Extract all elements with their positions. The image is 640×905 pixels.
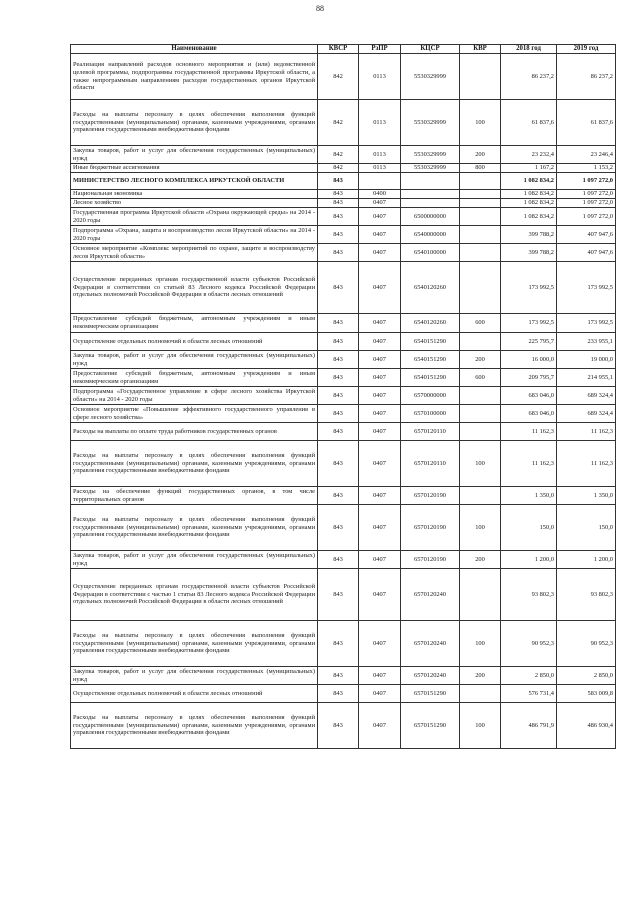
row-amount-2018: 90 952,3: [501, 621, 557, 667]
row-rzpr: 0113: [359, 164, 401, 173]
row-amount-2019: 1 350,0: [557, 487, 616, 505]
row-rzpr: 0113: [359, 100, 401, 146]
row-kcsr: 6540120260: [401, 262, 460, 314]
row-kcsr: 6570120190: [401, 505, 460, 551]
row-kvsr: 843: [318, 173, 359, 190]
row-amount-2019: 11 162,3: [557, 423, 616, 441]
row-amount-2019: 486 930,4: [557, 703, 616, 749]
row-rzpr: 0113: [359, 54, 401, 100]
table-row: [71, 262, 616, 314]
row-amount-2019: 61 837,6: [557, 100, 616, 146]
row-kvr: [460, 685, 501, 703]
row-name: Осуществление отдельных полномочий в области лесных отношений: [71, 685, 318, 703]
row-amount-2019: 583 009,8: [557, 685, 616, 703]
table-row: [71, 703, 616, 749]
row-rzpr: 0407: [359, 667, 401, 685]
row-kvr: 200: [460, 667, 501, 685]
row-amount-2018: 1 167,2: [501, 164, 557, 173]
header-name: Наименование: [71, 45, 318, 54]
row-kvr: 200: [460, 146, 501, 164]
row-kvr: 100: [460, 100, 501, 146]
row-name: Расходы на выплаты персоналу в целях обеспечения выполнения функций государственными (муниципальными) органами, казенными учреждениями, органами управления государственными внебюджетными фондами: [71, 100, 318, 146]
row-kvsr: 843: [318, 208, 359, 226]
row-kvsr: 843: [318, 487, 359, 505]
row-amount-2019: 407 947,6: [557, 244, 616, 262]
row-amount-2018: 209 795,7: [501, 369, 557, 387]
row-name: Лесное хозяйство: [71, 199, 318, 208]
row-amount-2018: 1 350,0: [501, 487, 557, 505]
row-kvr: [460, 262, 501, 314]
table-row: [71, 351, 616, 369]
budget-table: [70, 44, 616, 749]
row-amount-2018: 2 850,0: [501, 667, 557, 685]
table-row: [71, 146, 616, 164]
row-kvsr: 842: [318, 146, 359, 164]
row-kcsr: 6540151290: [401, 369, 460, 387]
header-kvr: КВР: [460, 45, 501, 54]
row-name: Закупка товаров, работ и услуг для обеспечения государственных (муниципальных) нужд: [71, 667, 318, 685]
table-row: [71, 621, 616, 667]
row-amount-2019: 214 955,1: [557, 369, 616, 387]
row-kcsr: 6540100000: [401, 244, 460, 262]
row-name: Государственная программа Иркутской области «Охрана окружающей среды» на 2014 - 2020 годы: [71, 208, 318, 226]
table-header-row: [71, 45, 616, 54]
table-row: [71, 369, 616, 387]
row-kvr: [460, 173, 501, 190]
row-amount-2019: 1 153,2: [557, 164, 616, 173]
row-kcsr: 5530329999: [401, 54, 460, 100]
row-name: Закупка товаров, работ и услуг для обеспечения государственных (муниципальных) нужд: [71, 551, 318, 569]
row-amount-2018: 23 232,4: [501, 146, 557, 164]
row-kvsr: 843: [318, 441, 359, 487]
row-kvsr: 843: [318, 685, 359, 703]
row-kvr: [460, 405, 501, 423]
row-name: Расходы на выплаты персоналу в целях обеспечения выполнения функций государственными (муниципальными) органами, казенными учреждениями, органами управления государственными внебюджетными фондами: [71, 441, 318, 487]
row-amount-2018: 1 082 834,2: [501, 208, 557, 226]
row-rzpr: 0407: [359, 387, 401, 405]
row-amount-2019: 1 097 272,0: [557, 190, 616, 199]
table-row: [71, 314, 616, 333]
table-row: [71, 173, 616, 190]
row-kcsr: 6570120190: [401, 487, 460, 505]
row-kvsr: 843: [318, 621, 359, 667]
row-kcsr: [401, 199, 460, 208]
row-rzpr: 0407: [359, 621, 401, 667]
row-name: Подпрограмма «Охрана, защита и воспроизводство лесов Иркутской области» на 2014 - 2020 годы: [71, 226, 318, 244]
row-amount-2019: 2 850,0: [557, 667, 616, 685]
row-name: Закупка товаров, работ и услуг для обеспечения государственных (муниципальных) нужд: [71, 351, 318, 369]
row-rzpr: 0407: [359, 703, 401, 749]
row-kvr: 100: [460, 703, 501, 749]
row-kcsr: 6570000000: [401, 387, 460, 405]
row-kcsr: 5530329999: [401, 164, 460, 173]
row-kvsr: 843: [318, 226, 359, 244]
page-number: 88: [316, 4, 324, 13]
row-kcsr: 6570120110: [401, 441, 460, 487]
row-amount-2018: 1 082 834,2: [501, 199, 557, 208]
row-rzpr: 0407: [359, 369, 401, 387]
row-name: Осуществление переданных органам государственной власти субъектов Российской Федерации в соответствии со статьей 83 Лесного кодекса Российской Федерации отдельных полномочий Российской Федерации в области лесных отношений: [71, 262, 318, 314]
row-kcsr: 6570120240: [401, 621, 460, 667]
row-rzpr: 0113: [359, 146, 401, 164]
row-kvr: 600: [460, 369, 501, 387]
row-amount-2018: 1 082 834,2: [501, 190, 557, 199]
row-rzpr: 0407: [359, 569, 401, 621]
table-row: [71, 387, 616, 405]
row-rzpr: 0407: [359, 333, 401, 351]
table-row: [71, 226, 616, 244]
table-row: [71, 423, 616, 441]
row-kvr: [460, 333, 501, 351]
row-name: МИНИСТЕРСТВО ЛЕСНОГО КОМПЛЕКСА ИРКУТСКОЙ ОБЛАСТИ: [71, 173, 318, 190]
row-name: Основное мероприятие «Повышение эффективного государственного управления в сфере лесного хозяйства»: [71, 405, 318, 423]
row-amount-2018: 399 788,2: [501, 226, 557, 244]
table-row: [71, 685, 616, 703]
row-kvsr: 843: [318, 244, 359, 262]
row-kvsr: 843: [318, 667, 359, 685]
row-kvsr: 843: [318, 505, 359, 551]
row-kcsr: 6570120240: [401, 569, 460, 621]
row-rzpr: 0407: [359, 314, 401, 333]
row-amount-2018: 399 788,2: [501, 244, 557, 262]
row-rzpr: [359, 173, 401, 190]
row-kvr: [460, 569, 501, 621]
row-kcsr: 5530329999: [401, 146, 460, 164]
row-kvr: [460, 199, 501, 208]
row-rzpr: 0407: [359, 405, 401, 423]
row-amount-2019: 173 992,5: [557, 262, 616, 314]
row-kvsr: 843: [318, 405, 359, 423]
row-kcsr: 6570120240: [401, 667, 460, 685]
row-amount-2019: 689 324,4: [557, 405, 616, 423]
row-rzpr: 0407: [359, 262, 401, 314]
row-kcsr: 6540151290: [401, 351, 460, 369]
row-kcsr: 6570151290: [401, 703, 460, 749]
row-kvsr: 843: [318, 333, 359, 351]
row-kvr: [460, 244, 501, 262]
row-kvsr: 843: [318, 351, 359, 369]
row-amount-2018: 576 731,4: [501, 685, 557, 703]
row-amount-2018: 173 992,5: [501, 262, 557, 314]
row-name: Подпрограмма «Государственное управление в сфере лесного хозяйства Иркутской области» на 2014 - 2020 годы: [71, 387, 318, 405]
row-name: Иные бюджетные ассигнования: [71, 164, 318, 173]
row-amount-2018: 11 162,3: [501, 423, 557, 441]
row-amount-2018: 86 237,2: [501, 54, 557, 100]
row-kvsr: 843: [318, 569, 359, 621]
table-row: [71, 551, 616, 569]
row-kcsr: 6570100000: [401, 405, 460, 423]
table-row: [71, 164, 616, 173]
row-name: Предоставление субсидий бюджетным, автономным учреждениям и иным некоммерческим организациям: [71, 369, 318, 387]
row-kvsr: 843: [318, 387, 359, 405]
row-amount-2018: 486 791,9: [501, 703, 557, 749]
row-name: Расходы на выплаты персоналу в целях обеспечения выполнения функций государственными (муниципальными) органами, казенными учреждениями, органами управления государственными внебюджетными фондами: [71, 505, 318, 551]
table-row: [71, 190, 616, 199]
row-name: Реализация направлений расходов основного мероприятия и (или) ведомственной целевой программы, подпрограммы государственной программы Иркутской области, а также непрограммным направлениям расходов государственных органов Иркутской области: [71, 54, 318, 100]
row-amount-2019: 1 097 272,0: [557, 199, 616, 208]
header-2019: 2019 год: [557, 45, 616, 54]
row-amount-2019: 689 324,4: [557, 387, 616, 405]
row-kcsr: 6570120110: [401, 423, 460, 441]
row-kvsr: 843: [318, 551, 359, 569]
row-kvr: [460, 487, 501, 505]
row-rzpr: 0407: [359, 505, 401, 551]
table-row: [71, 405, 616, 423]
row-amount-2019: 11 162,3: [557, 441, 616, 487]
table-row: [71, 54, 616, 100]
row-amount-2019: 1 097 272,0: [557, 208, 616, 226]
table-row: [71, 487, 616, 505]
row-amount-2018: 11 162,3: [501, 441, 557, 487]
table-body: [71, 54, 616, 749]
row-kcsr: 5530329999: [401, 100, 460, 146]
row-kcsr: [401, 173, 460, 190]
row-kvsr: 842: [318, 54, 359, 100]
row-rzpr: 0407: [359, 551, 401, 569]
row-kvr: 100: [460, 441, 501, 487]
row-rzpr: 0407: [359, 441, 401, 487]
row-name: Расходы на обеспечение функций государственных органов, в том числе территориальных органов: [71, 487, 318, 505]
row-name: Осуществление отдельных полномочий в области лесных отношений: [71, 333, 318, 351]
row-amount-2019: 150,0: [557, 505, 616, 551]
row-rzpr: 0407: [359, 423, 401, 441]
row-amount-2019: 1 097 272,0: [557, 173, 616, 190]
row-kvr: [460, 226, 501, 244]
row-name: Расходы на выплаты персоналу в целях обеспечения выполнения функций государственными (муниципальными) органами, казенными учреждениями, органами управления государственными внебюджетными фондами: [71, 621, 318, 667]
row-kvsr: 843: [318, 262, 359, 314]
row-amount-2018: 683 046,0: [501, 387, 557, 405]
row-kvsr: 843: [318, 369, 359, 387]
row-kvr: 200: [460, 551, 501, 569]
row-kvr: 200: [460, 351, 501, 369]
row-kcsr: 6540000000: [401, 226, 460, 244]
row-rzpr: 0400: [359, 190, 401, 199]
table-row: [71, 208, 616, 226]
row-kvr: 100: [460, 621, 501, 667]
row-amount-2018: 61 837,6: [501, 100, 557, 146]
header-rzpr: РзПР: [359, 45, 401, 54]
row-amount-2019: 1 200,0: [557, 551, 616, 569]
row-name: Закупка товаров, работ и услуг для обеспечения государственных (муниципальных) нужд: [71, 146, 318, 164]
table-row: [71, 441, 616, 487]
row-kcsr: 6540151290: [401, 333, 460, 351]
row-name: Предоставление субсидий бюджетным, автономным учреждениям и иным некоммерческим организациям: [71, 314, 318, 333]
row-rzpr: 0407: [359, 487, 401, 505]
row-name: Расходы на выплаты по оплате труда работников государственных органов: [71, 423, 318, 441]
table-row: [71, 199, 616, 208]
row-amount-2018: 1 200,0: [501, 551, 557, 569]
row-kcsr: 6570151290: [401, 685, 460, 703]
table-row: [71, 333, 616, 351]
row-amount-2018: 683 046,0: [501, 405, 557, 423]
header-kvsr: КВСР: [318, 45, 359, 54]
row-kcsr: [401, 190, 460, 199]
row-amount-2019: 90 952,3: [557, 621, 616, 667]
table-row: [71, 505, 616, 551]
table-row: [71, 244, 616, 262]
row-kvr: 600: [460, 314, 501, 333]
table-row: [71, 100, 616, 146]
row-kvsr: 843: [318, 190, 359, 199]
header-kcsr: КЦСР: [401, 45, 460, 54]
row-kvsr: 843: [318, 423, 359, 441]
row-rzpr: 0407: [359, 199, 401, 208]
row-kvsr: 842: [318, 164, 359, 173]
row-kvsr: 843: [318, 703, 359, 749]
row-kvr: [460, 387, 501, 405]
row-kcsr: 6500000000: [401, 208, 460, 226]
row-kvsr: 843: [318, 314, 359, 333]
row-amount-2019: 93 802,3: [557, 569, 616, 621]
row-amount-2019: 86 237,2: [557, 54, 616, 100]
row-amount-2019: 23 246,4: [557, 146, 616, 164]
table-row: [71, 667, 616, 685]
row-amount-2018: 93 802,3: [501, 569, 557, 621]
row-rzpr: 0407: [359, 351, 401, 369]
row-rzpr: 0407: [359, 226, 401, 244]
row-kcsr: 6540120260: [401, 314, 460, 333]
row-amount-2018: 150,0: [501, 505, 557, 551]
row-kvr: [460, 54, 501, 100]
row-name: Национальная экономика: [71, 190, 318, 199]
row-kvr: 100: [460, 505, 501, 551]
row-name: Расходы на выплаты персоналу в целях обеспечения выполнения функций государственными (муниципальными) органами, казенными учреждениями, органами управления государственными внебюджетными фондами: [71, 703, 318, 749]
row-kvr: [460, 423, 501, 441]
row-kvsr: 843: [318, 199, 359, 208]
row-amount-2019: 19 000,0: [557, 351, 616, 369]
row-amount-2018: 225 795,7: [501, 333, 557, 351]
row-amount-2018: 1 082 834,2: [501, 173, 557, 190]
row-kvr: [460, 208, 501, 226]
row-amount-2019: 233 955,1: [557, 333, 616, 351]
row-kcsr: 6570120190: [401, 551, 460, 569]
row-amount-2019: 407 947,6: [557, 226, 616, 244]
table-row: [71, 569, 616, 621]
row-kvr: 800: [460, 164, 501, 173]
row-rzpr: 0407: [359, 244, 401, 262]
row-rzpr: 0407: [359, 685, 401, 703]
row-name: Осуществление переданных органам государственной власти субъектов Российской Федерации в соответствии с частью 1 статьи 83 Лесного кодекса Российской Федерации отдельных полномочий Российской Федерации в области лесных отношений: [71, 569, 318, 621]
row-name: Основное мероприятие «Комплекс мероприятий по охране, защите и воспроизводству лесов Иркутской области»: [71, 244, 318, 262]
header-2018: 2018 год: [501, 45, 557, 54]
row-rzpr: 0407: [359, 208, 401, 226]
row-kvr: [460, 190, 501, 199]
row-amount-2018: 16 000,0: [501, 351, 557, 369]
row-kvsr: 842: [318, 100, 359, 146]
row-amount-2019: 173 992,5: [557, 314, 616, 333]
row-amount-2018: 173 992,5: [501, 314, 557, 333]
